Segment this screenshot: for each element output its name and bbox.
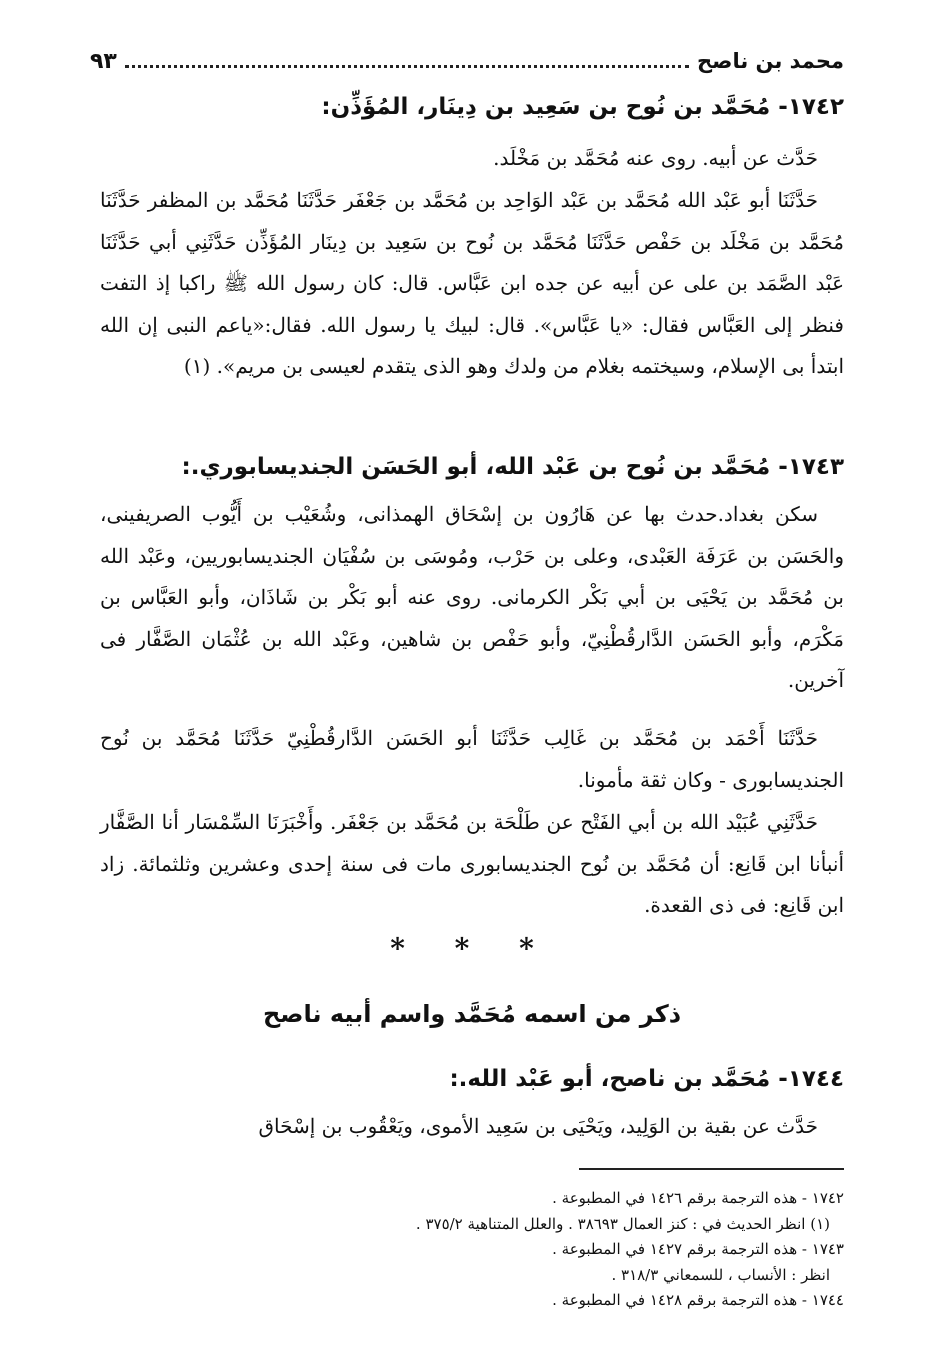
entry-1743-paragraph-2: حَدَّثَنَا أَحْمَد بن مُحَمَّد بن غَالِب حَدَّثَنَا أبو الحَسَن الدَّارقُطْنِيّ حَدَّثَنَا مُحَمَّد بن نُوح الجنديسابورى - وكان ثقة مأمونا. bbox=[100, 726, 844, 792]
entry-1743-paragraph-1: سكن بغداد.حدث بها عن هَارُون بن إسْحَاق الهمذانى، وشُعَيْب بن أَيُّوب الصريفينى، والحَسَن بن عَرَفَة العَبْدى، وعلى بن حَرْب، ومُوسَى بن سُفْيَان الجنديسابوريين، وعَبْد الله بن مُحَمَّد بن يَحْيَى بن أبي بَكْر الكرمانى. روى عنه أبو بَكْر بن شَاذَان، وأبو العَبَّاس بن مَكْرَم، وأبو الحَسَن الدَّارقُطْنِيّ، وأبو حَفْص بن شاهين، وعَبْد الله بن عُثْمَان الصَّفَّار فى آخرين. bbox=[100, 502, 844, 692]
page-header bbox=[90, 44, 844, 78]
section-heading: ذكر من اسمه مُحَمَّد واسم أبيه ناصح bbox=[262, 1000, 682, 1028]
footnote-ref-1: (١) انظر الحديث في : كنز العمال ٣٨٦٩٣ . والعلل المتناهية ٣٧٥/٢ . bbox=[415, 1214, 830, 1233]
footnote-1743: ١٧٤٣ - هذه الترجمة برقم ١٤٢٧ في المطبوعة . bbox=[552, 1240, 844, 1258]
entry-1743-paragraph-3: حَدَّثَنِي عُبَيْد الله بن أبي الفَتْح عن طَلْحَة بن مُحَمَّد بن جَعْفَر. وأَخْبَرَنَا السِّمْسَار أنا الصَّفَّار أنبأنا ابن قَانِع: أن مُحَمَّد بن نُوح الجنديسابورى مات فى سنة إحدى وعشرين وثلثمائة. زاد ابن قَانِع: فى ذى القعدة. bbox=[100, 810, 844, 917]
footnote-1744: ١٧٤٤ - هذه الترجمة برقم ١٤٢٨ في المطبوعة . bbox=[552, 1291, 844, 1309]
entry-1742-paragraph-2: حَدَّثَنَا أبو عَبْد الله مُحَمَّد بن عَبْد الوَاحِد بن مُحَمَّد بن جَعْفَر حَدَّثَنَا مُحَمَّد بن المظفر حَدَّثَنَا مُحَمَّد بن مَخْلَد بن حَفْص حَدَّثَنَا مُحَمَّد بن نُوح بن سَعِيد بن دِينَار المُؤَذِّن حَدَّثَنِي أبي حَدَّثَنَا عَبْد الصَّمَد بن على عن أبيه عن جده ابن عَبَّاس. قال: كان رسول الله ﷺ راكبا إذ التفت فنظر إلى العَبَّاس فقال: «يا عَبَّاس». قال: لبيك يا رسول الله. فقال:«ياعم النبى إن الله ابتدأ بى الإسلام، وسيختمه بغلام من ولدك وهو الذى يتقدم لعيسى بن مريم». (١) bbox=[100, 188, 844, 378]
running-title: محمد بن ناصح bbox=[697, 49, 844, 73]
entry-heading-1744: ١٧٤٤- مُحَمَّد بن ناصح، أبو عَبْد الله.: bbox=[449, 1066, 844, 1092]
entry-1742-paragraph-1: حَدَّث عن أبيه. روى عنه مُحَمَّد بن مَخْلَد. bbox=[493, 146, 818, 170]
entry-heading-1743: ١٧٤٣- مُحَمَّد بن نُوح بن عَبْد الله، أبو الحَسَن الجنديسابوري.: bbox=[181, 454, 844, 480]
footnote-separator bbox=[579, 1168, 844, 1170]
page-number: ٩٣ bbox=[90, 48, 117, 74]
dotted-leader bbox=[125, 65, 689, 68]
footnote-ansab: انظر : الأنساب ، للسمعاني ٣١٨/٣ . bbox=[611, 1265, 830, 1284]
footnotes bbox=[100, 1186, 844, 1314]
footnote-1742: ١٧٤٢ - هذه الترجمة برقم ١٤٢٦ في المطبوعة . bbox=[552, 1189, 844, 1207]
entry-heading-1742: ١٧٤٢- مُحَمَّد بن نُوح بن سَعِيد بن دِينَار، المُؤَذِّن: bbox=[321, 94, 844, 120]
section-ornament: * * * bbox=[390, 932, 554, 965]
entry-1744-paragraph-1: حَدَّث عن بقية بن الوَلِيد، ويَحْيَى بن سَعِيد الأموى، ويَعْقُوب بن إسْحَاق bbox=[258, 1114, 818, 1138]
